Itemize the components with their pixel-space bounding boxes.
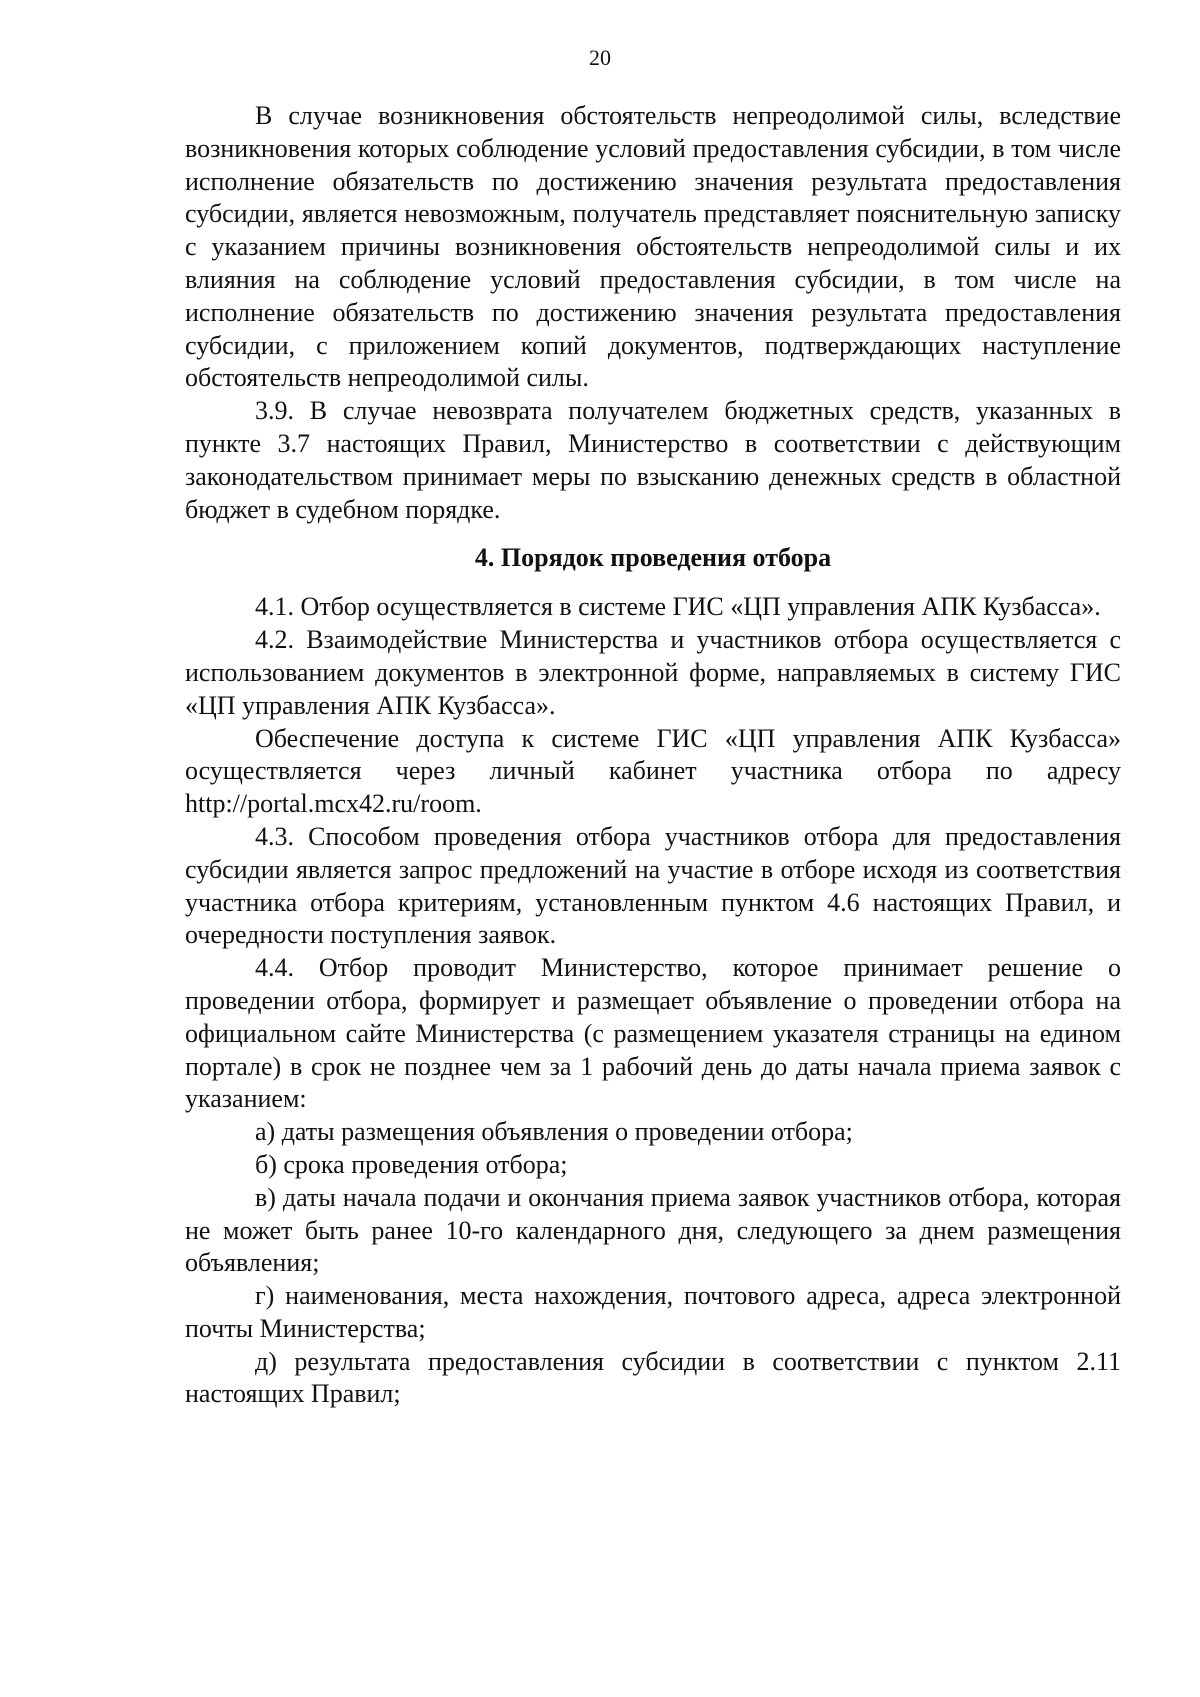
list-item-d: д) результата предоставления субсидии в соответствии с пунктом 2.11 настоящих Правил;	[185, 1346, 1121, 1409]
paragraph-4-1: 4.1. Отбор осуществляется в системе ГИС «ЦП управления АПК Кузбасса».	[255, 592, 1101, 622]
paragraph-3-9: 3.9. В случае невозврата получателем бюджетных средств, указанных в пункте 3.7 настоящих Правил, Министерство в соответствии с действующим законодательством принимает меры по взысканию денежных средств в областной бюджет в судебном порядке.	[185, 396, 1121, 524]
paragraph-access: Обеспечение доступа к системе ГИС «ЦП управления АПК Кузбасса» осуществляется через личный кабинет участника отбора по адресу http://portal.mcx42.ru/room.	[185, 723, 1121, 819]
paragraph-4-2: 4.2. Взаимодействие Министерства и участников отбора осуществляется с использованием документов в электронной форме, направляемых в систему ГИС «ЦП управления АПК Кузбасса».	[185, 625, 1121, 720]
paragraph-force-majeure: В случае возникновения обстоятельств непреодолимой силы, вследствие возникновения которых соблюдение условий предоставления субсидии, в том числе исполнение обязательств по достижению значения результата предоставления субсидии, является невозможным, получатель представляет пояснительную записку с указанием причины возникновения обстоятельств непреодолимой силы и их влияния на соблюдение условий предоставления субсидии, в том числе на исполнение обязательств по достижению значения результата предоставления субсидии, с приложением копий документов, подтверждающих наступление обстоятельств непреодолимой силы.	[185, 101, 1121, 393]
list-item-b: б) срока проведения отбора;	[255, 1149, 568, 1179]
section-heading: 4. Порядок проведения отбора	[474, 543, 832, 573]
page-number: 20	[589, 45, 611, 70]
list-item-v: в) даты начала подачи и окончания приема заявок участников отбора, которая не может быть ранее 10-го календарного дня, следующего за днем размещения объявления;	[185, 1182, 1121, 1278]
list-item-g: г) наименования, места нахождения, почтового адреса, адреса электронной почты Министерства;	[185, 1281, 1121, 1343]
paragraph-4-4: 4.4. Отбор проводит Министерство, которое принимает решение о проведении отбора, формирует и размещает объявление о проведении отбора на официальном сайте Министерства (с размещением указателя страницы на едином портале) в срок не позднее чем за 1 рабочий день до даты начала приема заявок с указанием:	[185, 953, 1121, 1114]
paragraph-4-3: 4.3. Способом проведения отбора участников отбора для предоставления субсидии является запрос предложений на участие в отборе исходя из соответствия участника отбора критериям, установленным пунктом 4.6 настоящих Правил, и очередности поступления заявок.	[185, 821, 1121, 950]
list-item-a: а) даты размещения объявления о проведении отбора;	[255, 1117, 853, 1147]
document-body	[185, 100, 1121, 1411]
